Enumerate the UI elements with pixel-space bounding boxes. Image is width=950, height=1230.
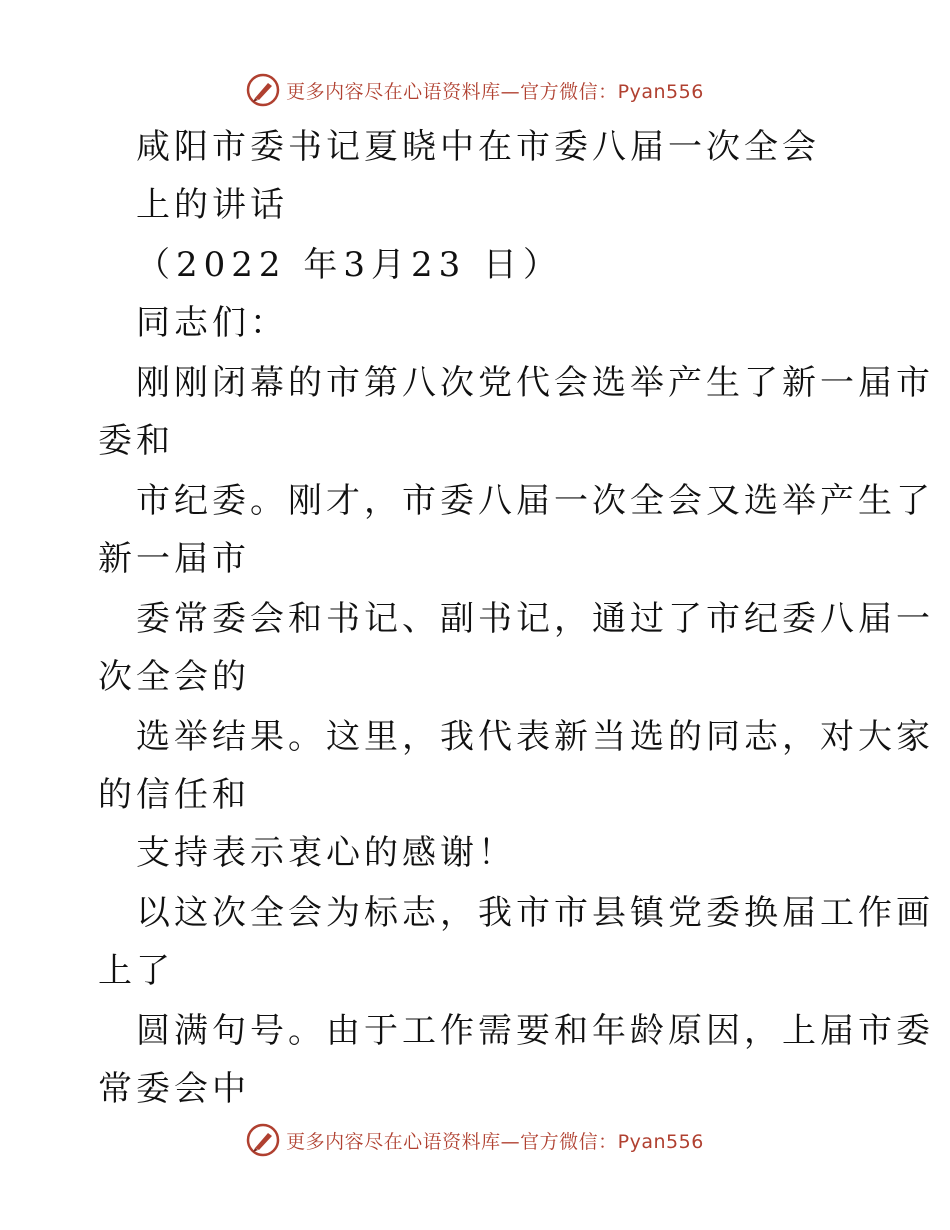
watermark-text: 更多内容尽在心语资料库—官方微信：Pyan556 (286, 80, 704, 103)
header-watermark (0, 70, 950, 110)
paragraph-line: 的信任和 (98, 775, 250, 815)
paragraph-line: 委和 (98, 421, 174, 461)
paragraph-line: 次全会的 (98, 657, 250, 697)
document-title-line-2: 上的讲话 (136, 185, 288, 225)
paragraph-line: 支持表示衷心的感谢！ (136, 833, 516, 873)
paragraph-line: 常委会中 (98, 1069, 250, 1109)
paragraph-line: 新一届市 (98, 539, 250, 579)
paragraph-line: 上了 (98, 951, 174, 991)
paragraph-line: 刚刚闭幕的市第八次党代会选举产生了新一届市 (136, 363, 934, 403)
pen-logo-icon (246, 1123, 280, 1157)
salutation: 同志们： (136, 303, 288, 343)
paragraph-line: 选举结果。这里，我代表新当选的同志，对大家 (136, 717, 934, 757)
document-title-line-1: 咸阳市委书记夏晓中在市委八届一次全会 (136, 127, 820, 167)
paragraph-line: 市纪委。刚才，市委八届一次全会又选举产生了 (136, 481, 934, 521)
footer-watermark (0, 1120, 950, 1160)
paragraph-line: 圆满句号。由于工作需要和年龄原因，上届市委 (136, 1011, 934, 1051)
pen-logo-icon (246, 73, 280, 107)
paragraph-line: 委常委会和书记、副书记，通过了市纪委八届一 (136, 599, 934, 639)
paragraph-line: 以这次全会为标志，我市市县镇党委换届工作画 (136, 893, 934, 933)
document-date: （2022 年3月23 日） (136, 245, 564, 285)
watermark-text: 更多内容尽在心语资料库—官方微信：Pyan556 (286, 1130, 704, 1153)
